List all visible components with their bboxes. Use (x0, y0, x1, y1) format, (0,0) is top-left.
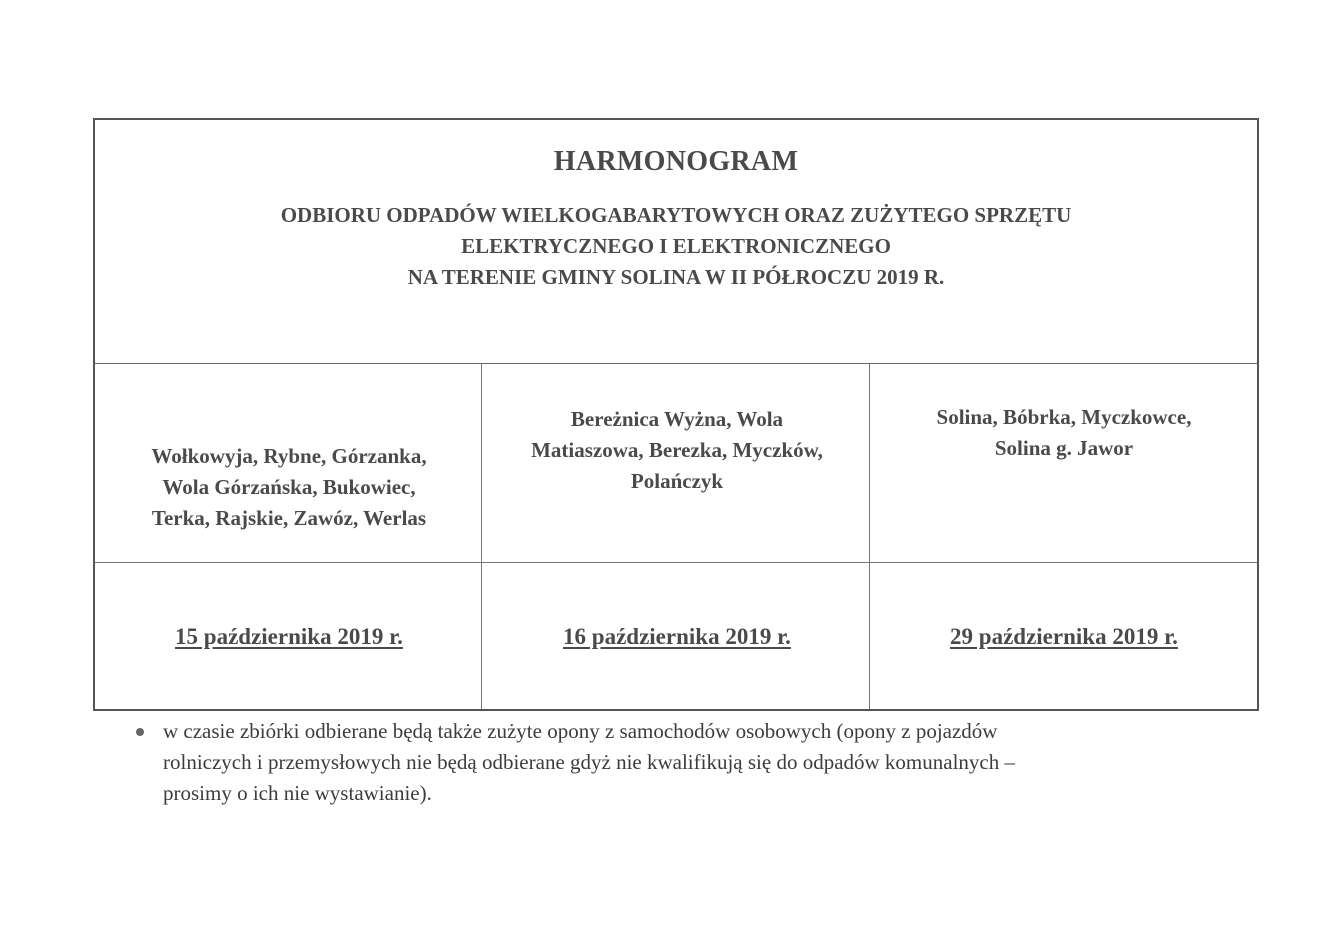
schedule-table (93, 118, 1259, 711)
note-line: prosimy o ich nie wystawianie). (163, 781, 432, 805)
date-cell-1 (95, 562, 483, 711)
villages-cell-3 (871, 364, 1257, 562)
document-subtitle (95, 200, 1257, 293)
village-line: Bereżnica Wyżna, Wola (570, 407, 784, 431)
bullet-icon (136, 728, 144, 736)
date-cell-2 (483, 562, 871, 711)
collection-date: 16 października 2019 r. (563, 623, 791, 649)
village-line: Polańczyk (630, 469, 724, 493)
collection-date: 15 października 2019 r. (175, 623, 403, 649)
document-title: HARMONOGRAM (553, 146, 799, 177)
subtitle-line: ODBIORU ODPADÓW WIELKOGABARYTOWYCH ORAZ ZUŻYTEGO SPRZĘTU (280, 203, 1072, 227)
village-line: Wola Górzańska, Bukowiec, (162, 474, 416, 499)
date-cell-3 (871, 562, 1257, 711)
table-header (95, 120, 1257, 364)
village-line: Matiaszowa, Berezka, Myczków, (531, 438, 823, 462)
note-list-item (130, 716, 1230, 809)
village-line: Solina, Bóbrka, Myczkowce, (936, 405, 1192, 429)
village-line: Terka, Rajskie, Zawóz, Werlas (151, 505, 427, 530)
villages-cell-2 (483, 364, 871, 562)
subtitle-line: NA TERENIE GMINY SOLINA W II PÓŁROCZU 2019 R. (407, 265, 945, 289)
village-line: Wołkowyja, Rybne, Górzanka, (151, 443, 427, 468)
note-line: rolniczych i przemysłowych nie będą odbierane gdyż nie kwalifikują się do odpadów komunalnych – (163, 750, 1015, 774)
collection-date: 29 października 2019 r. (950, 623, 1178, 649)
village-line: Solina g. Jawor (994, 436, 1134, 460)
subtitle-line: ELEKTRYCZNEGO I ELEKTRONICZNEGO (461, 234, 891, 258)
note-line: w czasie zbiórki odbierane będą także zużyte opony z samochodów osobowych (opony z pojazdów (163, 719, 998, 743)
villages-cell-1 (95, 364, 483, 562)
